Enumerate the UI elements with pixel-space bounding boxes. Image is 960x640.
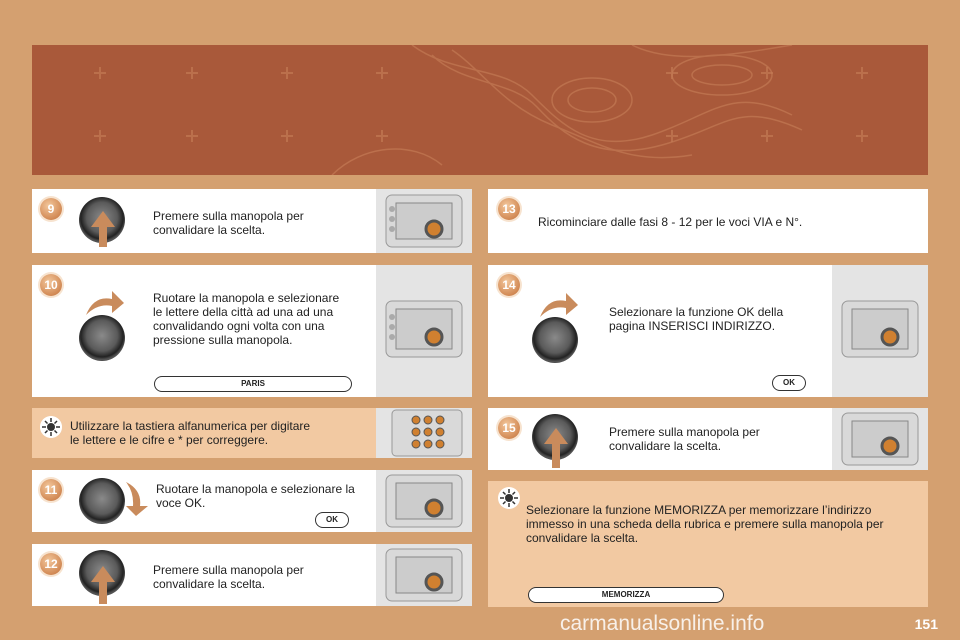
radio-unit-icon xyxy=(376,189,472,253)
tip-keypad-text: Utilizzare la tastiera alfanumerica per digitare le lettere e le cifre e * per correggere. xyxy=(70,419,311,447)
step-12-badge: 12 xyxy=(40,553,62,575)
topographic-pattern xyxy=(32,45,928,175)
ok-pill: OK xyxy=(315,512,349,528)
step-13-badge: 13 xyxy=(498,198,520,220)
header-banner xyxy=(32,45,928,175)
step-15-badge: 15 xyxy=(498,417,520,439)
step-14-badge: 14 xyxy=(498,274,520,296)
rotate-arrow-icon xyxy=(84,291,124,317)
up-arrow-icon xyxy=(89,566,117,604)
step-10-badge: 10 xyxy=(40,274,62,296)
step-12-card xyxy=(32,544,472,606)
tip-memorizza-card xyxy=(488,481,928,607)
page-number: 151 xyxy=(914,616,938,632)
memorizza-pill: MEMORIZZA xyxy=(528,587,724,603)
step-12-text: Premere sulla manopola per convalidare la scelta. xyxy=(153,563,304,591)
step-11-card xyxy=(32,470,472,532)
tip-memorizza-text: Selezionare la funzione MEMORIZZA per memorizzare l’indirizzo immesso in una scheda della rubrica e premere sulla manopola per convalidare la scelta. xyxy=(526,503,884,545)
keypad-icon xyxy=(376,408,472,458)
tip-keypad-card xyxy=(32,408,472,458)
step-9-card xyxy=(32,189,472,253)
step-9-badge: 9 xyxy=(40,198,62,220)
radio-unit-icon xyxy=(832,408,928,470)
sun-tip-icon xyxy=(40,416,62,438)
step-15-text: Premere sulla manopola per convalidare la scelta. xyxy=(609,425,760,453)
step-11-text: Ruotare la manopola e selezionare la voce OK. xyxy=(156,482,355,510)
paris-pill: PARIS xyxy=(154,376,352,392)
radio-unit-icon xyxy=(832,265,928,397)
step-14-card xyxy=(488,265,928,397)
step-10-text: Ruotare la manopola e selezionare le lettere della città ad una ad una convalidando ogni volta con una pressione sulla manopola. xyxy=(153,291,340,347)
step-13-text: Ricominciare dalle fasi 8 - 12 per le voci VIA e N°. xyxy=(538,215,803,229)
up-arrow-icon xyxy=(542,428,570,468)
step-15-card xyxy=(488,408,928,470)
step-11-badge: 11 xyxy=(40,479,62,501)
rotate-arrow-icon xyxy=(538,293,578,319)
watermark: carmanualsonline.info xyxy=(560,612,765,635)
knob-icon xyxy=(79,315,125,361)
radio-unit-icon xyxy=(376,470,472,532)
step-13-card xyxy=(488,189,928,253)
up-arrow-icon xyxy=(89,211,117,247)
ok-pill: OK xyxy=(772,375,806,391)
rotate-arrow-icon xyxy=(124,482,150,516)
step-10-card xyxy=(32,265,472,397)
step-14-text: Selezionare la funzione OK della pagina INSERISCI INDIRIZZO. xyxy=(609,305,784,333)
sun-tip-icon xyxy=(498,487,520,509)
radio-unit-icon xyxy=(376,544,472,606)
step-9-text: Premere sulla manopola per convalidare la scelta. xyxy=(153,209,304,237)
radio-unit-icon xyxy=(376,265,472,397)
knob-icon xyxy=(79,478,125,524)
knob-icon xyxy=(532,317,578,363)
